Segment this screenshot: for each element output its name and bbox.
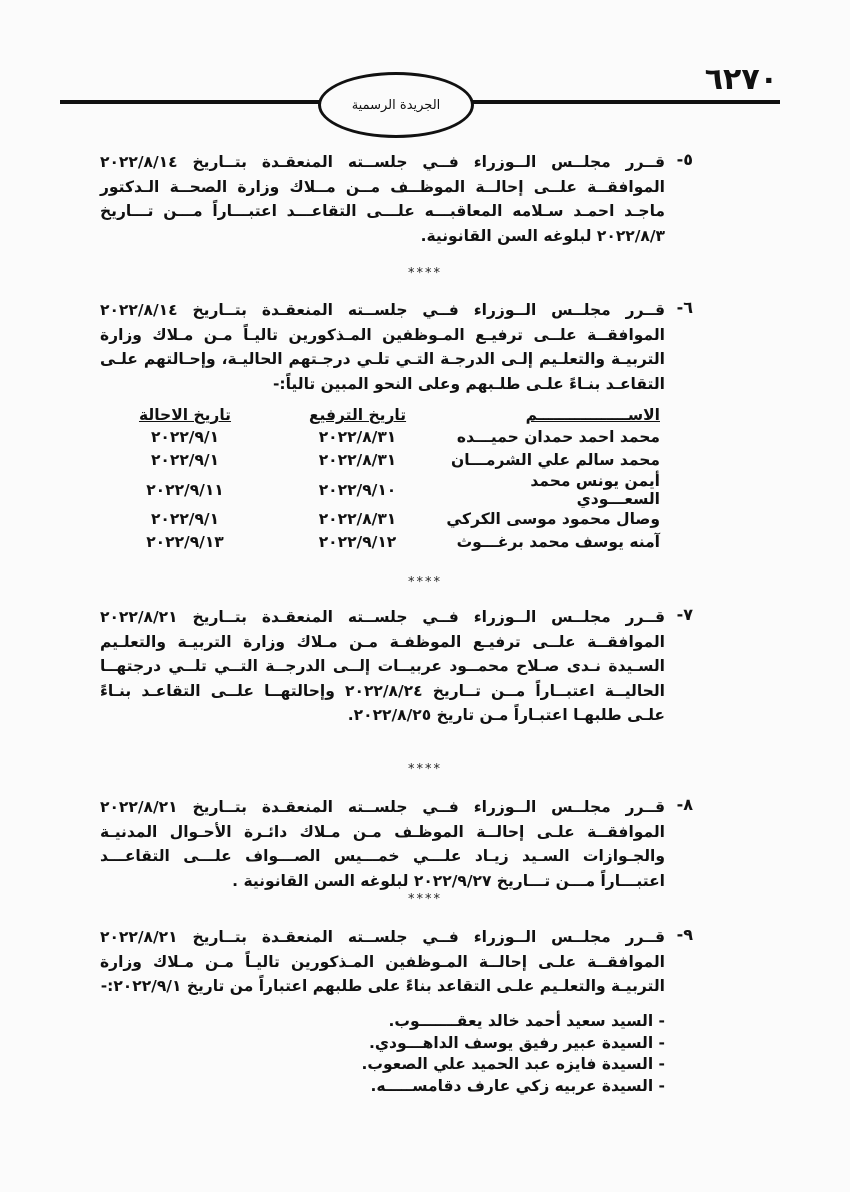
separator-stars: ****	[408, 892, 442, 907]
list-item: - السيد سعيد أحمد خالد يعقـــــــوب.	[388, 1012, 665, 1030]
cell-name: محمد سالم علي الشرمـــان	[450, 451, 660, 470]
table-header-row	[100, 404, 660, 426]
item-text: قــرر مجلــس الــوزراء فــي جلســته المنعقـدة بتــاريخ ٢٠٢٢/٨/٢١ الموافقــة علـى إحالــة الموظـف مـن مـلاك دائـرة الأحـوال المدنيـة والجـوازات السـيد زيـاد علـــي خمـــيس الصـــواف علـــى التقاعـــد اعتبـــاراً مـــن تـــاريخ ٢٠٢٢/٩/٢٧ لبلوغه السن القانونية .	[100, 798, 665, 890]
cell-name: آمنه يوسف محمد برغـــوث	[456, 532, 660, 551]
table-row	[100, 530, 660, 553]
item-number: ٨-	[676, 795, 693, 814]
list-item: - السيدة عبير رفيق يوسف الداهـــودي.	[368, 1033, 665, 1052]
table-row	[100, 472, 660, 508]
decision-item-6	[100, 298, 693, 396]
item-text: قــرر مجلــس الــوزراء فــي جلســته المنعقـدة بتــاريخ ٢٠٢٢/٨/٢١ الموافقــة علـى إحالــة المـوظفين المـذكورين تاليـاً مـن مـلاك وزارة التربيـة والتعلـيم علـى التقاعد بناءً على طلبهم اعتباراً من تاريخ ٢٠٢٢/٩/١:-	[100, 928, 665, 995]
cell-name: وصال محمود موسى الكركي	[446, 509, 660, 528]
cell-promotion-date: ٢٠٢٢/٩/١٠	[318, 480, 397, 499]
cell-promotion-date: ٢٠٢٢/٨/٣١	[318, 509, 397, 528]
cell-retirement-date: ٢٠٢٢/٩/١	[150, 428, 220, 447]
decision-item-7	[100, 605, 693, 728]
table-row	[100, 426, 660, 449]
list-item: - السيدة عربيه زكي عارف دقامســـــه.	[370, 1076, 665, 1095]
item-number: ٦-	[676, 298, 693, 317]
cell-promotion-date: ٢٠٢٢/٩/١٢	[318, 532, 397, 551]
cell-retirement-date: ٢٠٢٢/٩/١١	[146, 480, 224, 499]
cell-name: أيمن يونس محمد السعـــودي	[530, 471, 660, 508]
table-row	[100, 449, 660, 472]
item-text: قــرر مجلــس الــوزراء فــي جلســته المنعقـدة بتــاريخ ٢٠٢٢/٨/١٤ الموافقــة علــى ترفيـع المـوظفين المـذكورين تاليـاً مـن مـلاك وزارة التربيـة والتعلـيم إلـى الدرجـة التـي تلـي درجـتهم الحاليـة، وإحـالتهم علـى التقاعـد بنـاءً علـى طلـبهم وعلى النحو المبين تالياً:-	[100, 301, 665, 393]
cell-promotion-date: ٢٠٢٢/٨/٣١	[318, 451, 397, 470]
gazette-title: الجريدة الرسمية	[351, 97, 441, 113]
item-text: قــرر مجلــس الــوزراء فــي جلســته المنعقـدة بتــاريخ ٢٠٢٢/٨/١٤ الموافقــة علــى إحالــة الموظــف مــن مــلاك وزارة الصحــة الـدكتور ماجـد احمـد سـلامه المعاقبـــه علـــى التقاعـــد اعتبـــاراً مـــن تـــاريخ ٢٠٢٢/٨/٣ لبلوغه السن القانونية.	[100, 153, 665, 245]
header-promotion-date: تاريخ الترفيع	[308, 406, 407, 424]
header-name: الاســـــــــــــــــم	[525, 406, 660, 424]
item-number: ٥-	[676, 150, 693, 169]
list-item: - السيدة فايزه عبد الحميد علي الصعوب.	[361, 1055, 665, 1073]
table-row	[100, 508, 660, 531]
cell-name: محمد احمد حمدان حميـــده	[456, 428, 660, 447]
item-text: قــرر مجلــس الــوزراء فــي جلســته المنعقـدة بتــاريخ ٢٠٢٢/٨/٢١ الموافقــة علــى ترفيـع الموظفـة مـن مـلاك وزارة التربيـة والتعلـيم السـيدة نـدى صـلاح محمــود عربيــات إلــى الدرجــة التــي تلــي درجتهــا الحاليــة اعتبــاراً مــن تــاريخ ٢٠٢٢/٨/٢٤ وإحالتهــا علــى التقاعـد بنـاءً علـى طلبهـا اعتبـاراً مـن تاريخ ٢٠٢٢/٨/٢٥.	[100, 608, 665, 724]
decision-item-5	[100, 150, 693, 248]
gazette-title-oval	[318, 72, 474, 138]
cell-retirement-date: ٢٠٢٢/٩/١	[150, 451, 220, 470]
retirees-list	[340, 1011, 665, 1097]
promotion-retirement-table	[100, 404, 660, 553]
separator-stars: ****	[408, 266, 442, 281]
cell-retirement-date: ٢٠٢٢/٩/١	[150, 509, 220, 528]
item-number: ٧-	[676, 605, 693, 624]
cell-retirement-date: ٢٠٢٢/٩/١٣	[146, 532, 224, 551]
item-number: ٩-	[676, 925, 693, 944]
decision-item-8	[100, 795, 693, 893]
separator-stars: ****	[408, 762, 442, 777]
page-number: ٦٢٧٠	[704, 62, 778, 97]
header-retirement-date: تاريخ الاحالة	[138, 406, 232, 424]
cell-promotion-date: ٢٠٢٢/٨/٣١	[318, 428, 397, 447]
decision-item-9	[100, 925, 693, 999]
separator-stars: ****	[408, 575, 442, 590]
